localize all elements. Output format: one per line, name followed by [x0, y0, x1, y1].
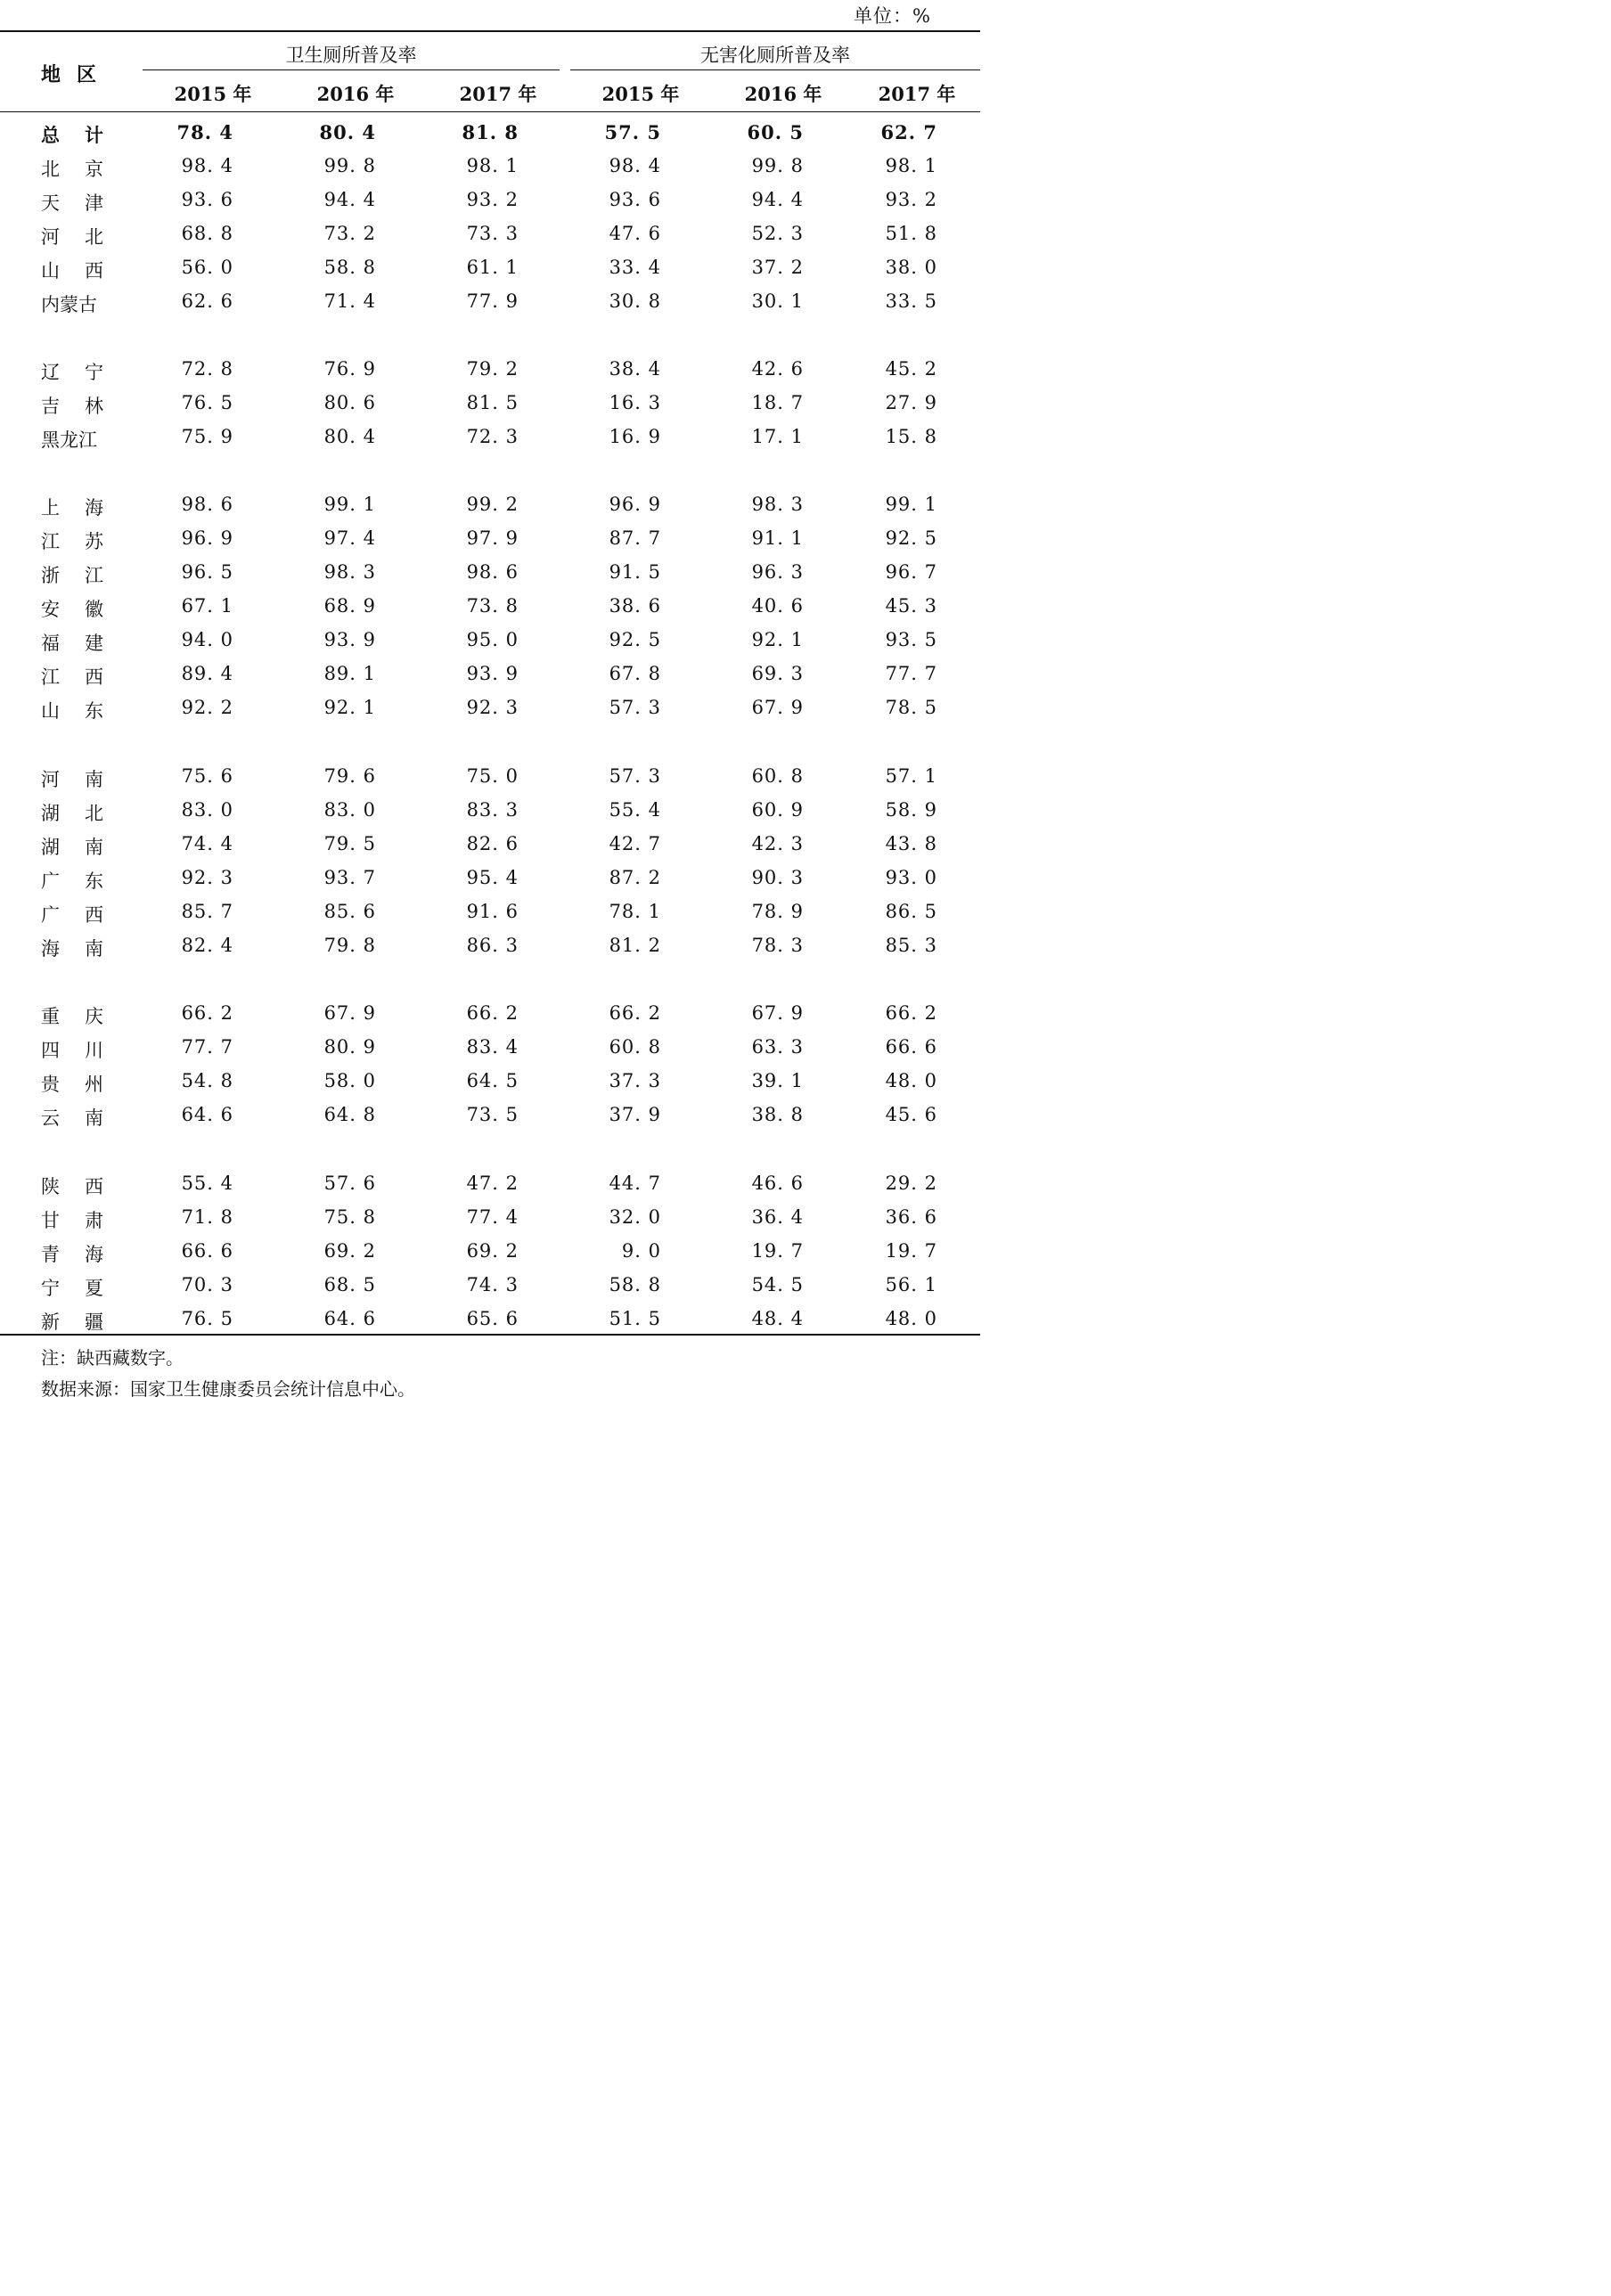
value-cell: 79. 5	[323, 833, 376, 854]
value-cell: 69. 2	[466, 1240, 519, 1262]
value-cell: 69. 2	[323, 1240, 376, 1262]
value-cell: 95. 0	[466, 629, 519, 650]
table-top-rule	[0, 30, 980, 32]
value-cell: 57. 5	[604, 121, 661, 143]
table-row	[0, 1031, 980, 1065]
value-cell: 98. 1	[466, 155, 519, 176]
value-cell: 37. 3	[609, 1070, 661, 1091]
value-cell: 66. 2	[466, 1002, 519, 1024]
table-row	[0, 658, 980, 691]
value-cell: 66. 2	[885, 1002, 937, 1024]
value-cell: 98. 3	[323, 561, 376, 583]
value-cell: 94. 4	[751, 189, 804, 210]
value-cell: 97. 9	[466, 527, 519, 549]
value-cell: 89. 4	[181, 663, 233, 684]
value-cell: 78. 5	[885, 697, 937, 718]
table-row	[0, 760, 980, 794]
value-cell: 83. 0	[181, 799, 233, 821]
value-cell: 71. 4	[323, 290, 376, 312]
value-cell: 46. 6	[751, 1173, 804, 1194]
value-cell: 52. 3	[751, 223, 804, 244]
value-cell: 82. 6	[466, 833, 519, 854]
value-cell: 77. 9	[466, 290, 519, 312]
value-cell: 65. 6	[466, 1308, 519, 1329]
value-cell: 93. 6	[181, 189, 233, 210]
value-cell: 45. 6	[885, 1104, 937, 1125]
table-note: 注：缺西藏数字。	[41, 1347, 184, 1369]
value-cell: 33. 5	[885, 290, 937, 312]
header-year: 2015 年	[174, 83, 252, 105]
table-row	[0, 1099, 980, 1132]
table-row	[0, 1065, 980, 1099]
value-cell: 93. 2	[885, 189, 937, 210]
value-cell: 80. 4	[319, 121, 376, 143]
value-cell: 57. 1	[885, 765, 937, 787]
region-name: 四川	[41, 1040, 103, 1061]
value-cell: 73. 3	[466, 223, 519, 244]
value-cell: 38. 6	[609, 595, 661, 617]
header-sanitary-toilet-rate: 卫生厕所普及率	[285, 45, 417, 66]
value-cell: 40. 6	[751, 595, 804, 617]
value-cell: 91. 1	[751, 527, 804, 549]
value-cell: 96. 5	[181, 561, 233, 583]
table-row	[0, 997, 980, 1031]
table-row	[0, 251, 980, 285]
value-cell: 60. 5	[747, 121, 804, 143]
value-cell: 51. 8	[885, 223, 937, 244]
value-cell: 79. 8	[323, 935, 376, 956]
value-cell: 15. 8	[885, 426, 937, 447]
region-name: 云南	[41, 1107, 103, 1129]
value-cell: 91. 5	[609, 561, 661, 583]
header-year: 2016 年	[316, 83, 395, 105]
region-name: 海南	[41, 938, 103, 960]
value-cell: 79. 6	[323, 765, 376, 787]
value-cell: 58. 8	[609, 1274, 661, 1295]
value-cell: 77. 4	[466, 1206, 519, 1228]
value-cell: 93. 0	[885, 867, 937, 888]
table-bottom-rule	[0, 1334, 980, 1336]
region-name: 安徽	[41, 599, 103, 620]
region-name: 河北	[41, 226, 103, 248]
region-name: 广西	[41, 904, 103, 926]
value-cell: 38. 4	[609, 358, 661, 380]
value-cell: 56. 0	[181, 257, 233, 278]
value-cell: 39. 1	[751, 1070, 804, 1091]
value-cell: 94. 4	[323, 189, 376, 210]
region-name: 山东	[41, 700, 103, 722]
value-cell: 98. 6	[466, 561, 519, 583]
value-cell: 98. 4	[181, 155, 233, 176]
value-cell: 73. 2	[323, 223, 376, 244]
value-cell: 92. 1	[751, 629, 804, 650]
value-cell: 76. 5	[181, 1308, 233, 1329]
value-cell: 68. 8	[181, 223, 233, 244]
value-cell: 87. 7	[609, 527, 661, 549]
table-row	[0, 895, 980, 929]
table-row	[0, 421, 980, 454]
value-cell: 93. 9	[466, 663, 519, 684]
value-cell: 85. 3	[885, 935, 937, 956]
table-row	[0, 624, 980, 658]
region-name: 湖北	[41, 803, 103, 824]
region-name: 北京	[41, 159, 103, 180]
value-cell: 75. 9	[181, 426, 233, 447]
value-cell: 82. 4	[181, 935, 233, 956]
value-cell: 66. 6	[885, 1036, 937, 1058]
value-cell: 98. 1	[885, 155, 937, 176]
value-cell: 81. 2	[609, 935, 661, 956]
value-cell: 27. 9	[885, 392, 937, 413]
value-cell: 45. 2	[885, 358, 937, 380]
table-row	[0, 1201, 980, 1235]
value-cell: 72. 8	[181, 358, 233, 380]
value-cell: 93. 2	[466, 189, 519, 210]
value-cell: 68. 5	[323, 1274, 376, 1295]
value-cell: 92. 2	[181, 697, 233, 718]
value-cell: 30. 8	[609, 290, 661, 312]
value-cell: 90. 3	[751, 867, 804, 888]
value-cell: 68. 9	[323, 595, 376, 617]
value-cell: 92. 3	[181, 867, 233, 888]
value-cell: 96. 7	[885, 561, 937, 583]
value-cell: 71. 8	[181, 1206, 233, 1228]
table-row	[0, 184, 980, 217]
region-name: 湖南	[41, 837, 103, 858]
region-name: 总计	[41, 124, 103, 146]
value-cell: 93. 7	[323, 867, 376, 888]
value-cell: 48. 0	[885, 1070, 937, 1091]
value-cell: 99. 2	[466, 494, 519, 515]
value-cell: 81. 8	[462, 121, 519, 143]
value-cell: 66. 2	[181, 1002, 233, 1024]
header-group2-rule	[570, 69, 980, 70]
value-cell: 80. 9	[323, 1036, 376, 1058]
region-name: 贵州	[41, 1074, 103, 1095]
table-row	[0, 691, 980, 725]
table-row	[0, 285, 980, 319]
unit-label: 单位：%	[854, 5, 931, 27]
value-cell: 93. 5	[885, 629, 937, 650]
value-cell: 83. 4	[466, 1036, 519, 1058]
value-cell: 47. 6	[609, 223, 661, 244]
value-cell: 78. 1	[609, 901, 661, 922]
region-name: 黑龙江	[41, 429, 97, 451]
value-cell: 98. 3	[751, 494, 804, 515]
value-cell: 96. 9	[181, 527, 233, 549]
value-cell: 91. 6	[466, 901, 519, 922]
value-cell: 62. 6	[181, 290, 233, 312]
value-cell: 60. 9	[751, 799, 804, 821]
header-year: 2017 年	[878, 83, 956, 105]
value-cell: 72. 3	[466, 426, 519, 447]
value-cell: 48. 0	[885, 1308, 937, 1329]
value-cell: 74. 3	[466, 1274, 519, 1295]
value-cell: 95. 4	[466, 867, 519, 888]
value-cell: 83. 0	[323, 799, 376, 821]
value-cell: 94. 0	[181, 629, 233, 650]
value-cell: 69. 3	[751, 663, 804, 684]
value-cell: 66. 6	[181, 1240, 233, 1262]
value-cell: 67. 9	[751, 697, 804, 718]
value-cell: 81. 5	[466, 392, 519, 413]
value-cell: 67. 9	[323, 1002, 376, 1024]
region-name: 河南	[41, 769, 103, 790]
value-cell: 16. 3	[609, 392, 661, 413]
region-name: 浙江	[41, 565, 103, 586]
value-cell: 38. 0	[885, 257, 937, 278]
value-cell: 45. 3	[885, 595, 937, 617]
value-cell: 98. 6	[181, 494, 233, 515]
region-name: 甘肃	[41, 1210, 103, 1231]
value-cell: 19. 7	[885, 1240, 937, 1262]
value-cell: 57. 6	[323, 1173, 376, 1194]
value-cell: 60. 8	[751, 765, 804, 787]
header-year: 2017 年	[459, 83, 537, 105]
value-cell: 78. 9	[751, 901, 804, 922]
value-cell: 85. 6	[323, 901, 376, 922]
value-cell: 77. 7	[181, 1036, 233, 1058]
region-name: 广东	[41, 870, 103, 892]
value-cell: 85. 7	[181, 901, 233, 922]
value-cell: 64. 6	[323, 1308, 376, 1329]
value-cell: 89. 1	[323, 663, 376, 684]
region-name: 内蒙古	[41, 294, 97, 315]
value-cell: 64. 5	[466, 1070, 519, 1091]
region-name: 山西	[41, 260, 103, 282]
table-row	[0, 1235, 980, 1269]
header-year: 2015 年	[601, 83, 680, 105]
value-cell: 19. 7	[751, 1240, 804, 1262]
table-row	[0, 556, 980, 590]
value-cell: 57. 3	[609, 765, 661, 787]
region-name: 吉林	[41, 396, 103, 417]
value-cell: 66. 2	[609, 1002, 661, 1024]
header-group1-rule	[143, 69, 560, 70]
value-cell: 57. 3	[609, 697, 661, 718]
value-cell: 9. 0	[621, 1240, 661, 1262]
value-cell: 76. 5	[181, 392, 233, 413]
value-cell: 80. 4	[323, 426, 376, 447]
value-cell: 73. 5	[466, 1104, 519, 1125]
value-cell: 83. 3	[466, 799, 519, 821]
header-bottom-rule	[0, 111, 980, 112]
header-region: 地区	[41, 63, 113, 86]
value-cell: 75. 8	[323, 1206, 376, 1228]
value-cell: 36. 4	[751, 1206, 804, 1228]
value-cell: 70. 3	[181, 1274, 233, 1295]
value-cell: 36. 6	[885, 1206, 937, 1228]
value-cell: 92. 5	[609, 629, 661, 650]
value-cell: 98. 4	[609, 155, 661, 176]
table-row	[0, 353, 980, 387]
value-cell: 99. 1	[323, 494, 376, 515]
value-cell: 99. 1	[885, 494, 937, 515]
region-name: 青海	[41, 1244, 103, 1265]
region-name: 辽宁	[41, 362, 103, 383]
region-name: 江西	[41, 666, 103, 688]
value-cell: 79. 2	[466, 358, 519, 380]
value-cell: 61. 1	[466, 257, 519, 278]
region-name: 宁夏	[41, 1278, 103, 1299]
value-cell: 92. 1	[323, 697, 376, 718]
table-row	[0, 590, 980, 624]
value-cell: 93. 6	[609, 189, 661, 210]
value-cell: 30. 1	[751, 290, 804, 312]
table-row	[0, 116, 980, 150]
value-cell: 67. 8	[609, 663, 661, 684]
table-row	[0, 488, 980, 522]
value-cell: 16. 9	[609, 426, 661, 447]
value-cell: 67. 1	[181, 595, 233, 617]
value-cell: 17. 1	[751, 426, 804, 447]
value-cell: 92. 3	[466, 697, 519, 718]
value-cell: 48. 4	[751, 1308, 804, 1329]
value-cell: 33. 4	[609, 257, 661, 278]
value-cell: 54. 5	[751, 1274, 804, 1295]
value-cell: 42. 7	[609, 833, 661, 854]
value-cell: 96. 3	[751, 561, 804, 583]
value-cell: 78. 4	[176, 121, 233, 143]
table-row	[0, 150, 980, 184]
value-cell: 62. 7	[880, 121, 937, 143]
region-name: 新疆	[41, 1311, 103, 1333]
value-cell: 64. 8	[323, 1104, 376, 1125]
value-cell: 56. 1	[885, 1274, 937, 1295]
value-cell: 73. 8	[466, 595, 519, 617]
value-cell: 37. 9	[609, 1104, 661, 1125]
value-cell: 60. 8	[609, 1036, 661, 1058]
value-cell: 87. 2	[609, 867, 661, 888]
value-cell: 86. 5	[885, 901, 937, 922]
value-cell: 80. 6	[323, 392, 376, 413]
value-cell: 29. 2	[885, 1173, 937, 1194]
value-cell: 78. 3	[751, 935, 804, 956]
value-cell: 76. 9	[323, 358, 376, 380]
region-name: 重庆	[41, 1006, 103, 1027]
value-cell: 97. 4	[323, 527, 376, 549]
value-cell: 75. 0	[466, 765, 519, 787]
region-name: 陕西	[41, 1176, 103, 1197]
value-cell: 37. 2	[751, 257, 804, 278]
value-cell: 58. 9	[885, 799, 937, 821]
value-cell: 55. 4	[609, 799, 661, 821]
value-cell: 99. 8	[323, 155, 376, 176]
value-cell: 86. 3	[466, 935, 519, 956]
table-row	[0, 1167, 980, 1201]
value-cell: 58. 0	[323, 1070, 376, 1091]
table-row	[0, 794, 980, 828]
table-row	[0, 1269, 980, 1303]
value-cell: 58. 8	[323, 257, 376, 278]
value-cell: 92. 5	[885, 527, 937, 549]
value-cell: 55. 4	[181, 1173, 233, 1194]
value-cell: 74. 4	[181, 833, 233, 854]
value-cell: 18. 7	[751, 392, 804, 413]
value-cell: 75. 6	[181, 765, 233, 787]
table-row	[0, 522, 980, 556]
region-name: 天津	[41, 192, 103, 214]
value-cell: 42. 6	[751, 358, 804, 380]
region-name: 福建	[41, 633, 103, 654]
value-cell: 77. 7	[885, 663, 937, 684]
region-name: 江苏	[41, 531, 103, 552]
value-cell: 43. 8	[885, 833, 937, 854]
value-cell: 54. 8	[181, 1070, 233, 1091]
value-cell: 44. 7	[609, 1173, 661, 1194]
header-harmless-toilet-rate: 无害化厕所普及率	[700, 45, 850, 66]
value-cell: 64. 6	[181, 1104, 233, 1125]
value-cell: 51. 5	[609, 1308, 661, 1329]
table-row	[0, 862, 980, 895]
value-cell: 47. 2	[466, 1173, 519, 1194]
header-year: 2016 年	[744, 83, 822, 105]
table-row	[0, 217, 980, 251]
table-row	[0, 1303, 980, 1336]
table-row	[0, 387, 980, 421]
value-cell: 99. 8	[751, 155, 804, 176]
value-cell: 67. 9	[751, 1002, 804, 1024]
value-cell: 96. 9	[609, 494, 661, 515]
value-cell: 38. 8	[751, 1104, 804, 1125]
value-cell: 93. 9	[323, 629, 376, 650]
value-cell: 42. 3	[751, 833, 804, 854]
table-row	[0, 929, 980, 963]
region-name: 上海	[41, 497, 103, 519]
data-source: 数据来源：国家卫生健康委员会统计信息中心。	[41, 1378, 415, 1400]
table-row	[0, 828, 980, 862]
value-cell: 63. 3	[751, 1036, 804, 1058]
value-cell: 32. 0	[609, 1206, 661, 1228]
